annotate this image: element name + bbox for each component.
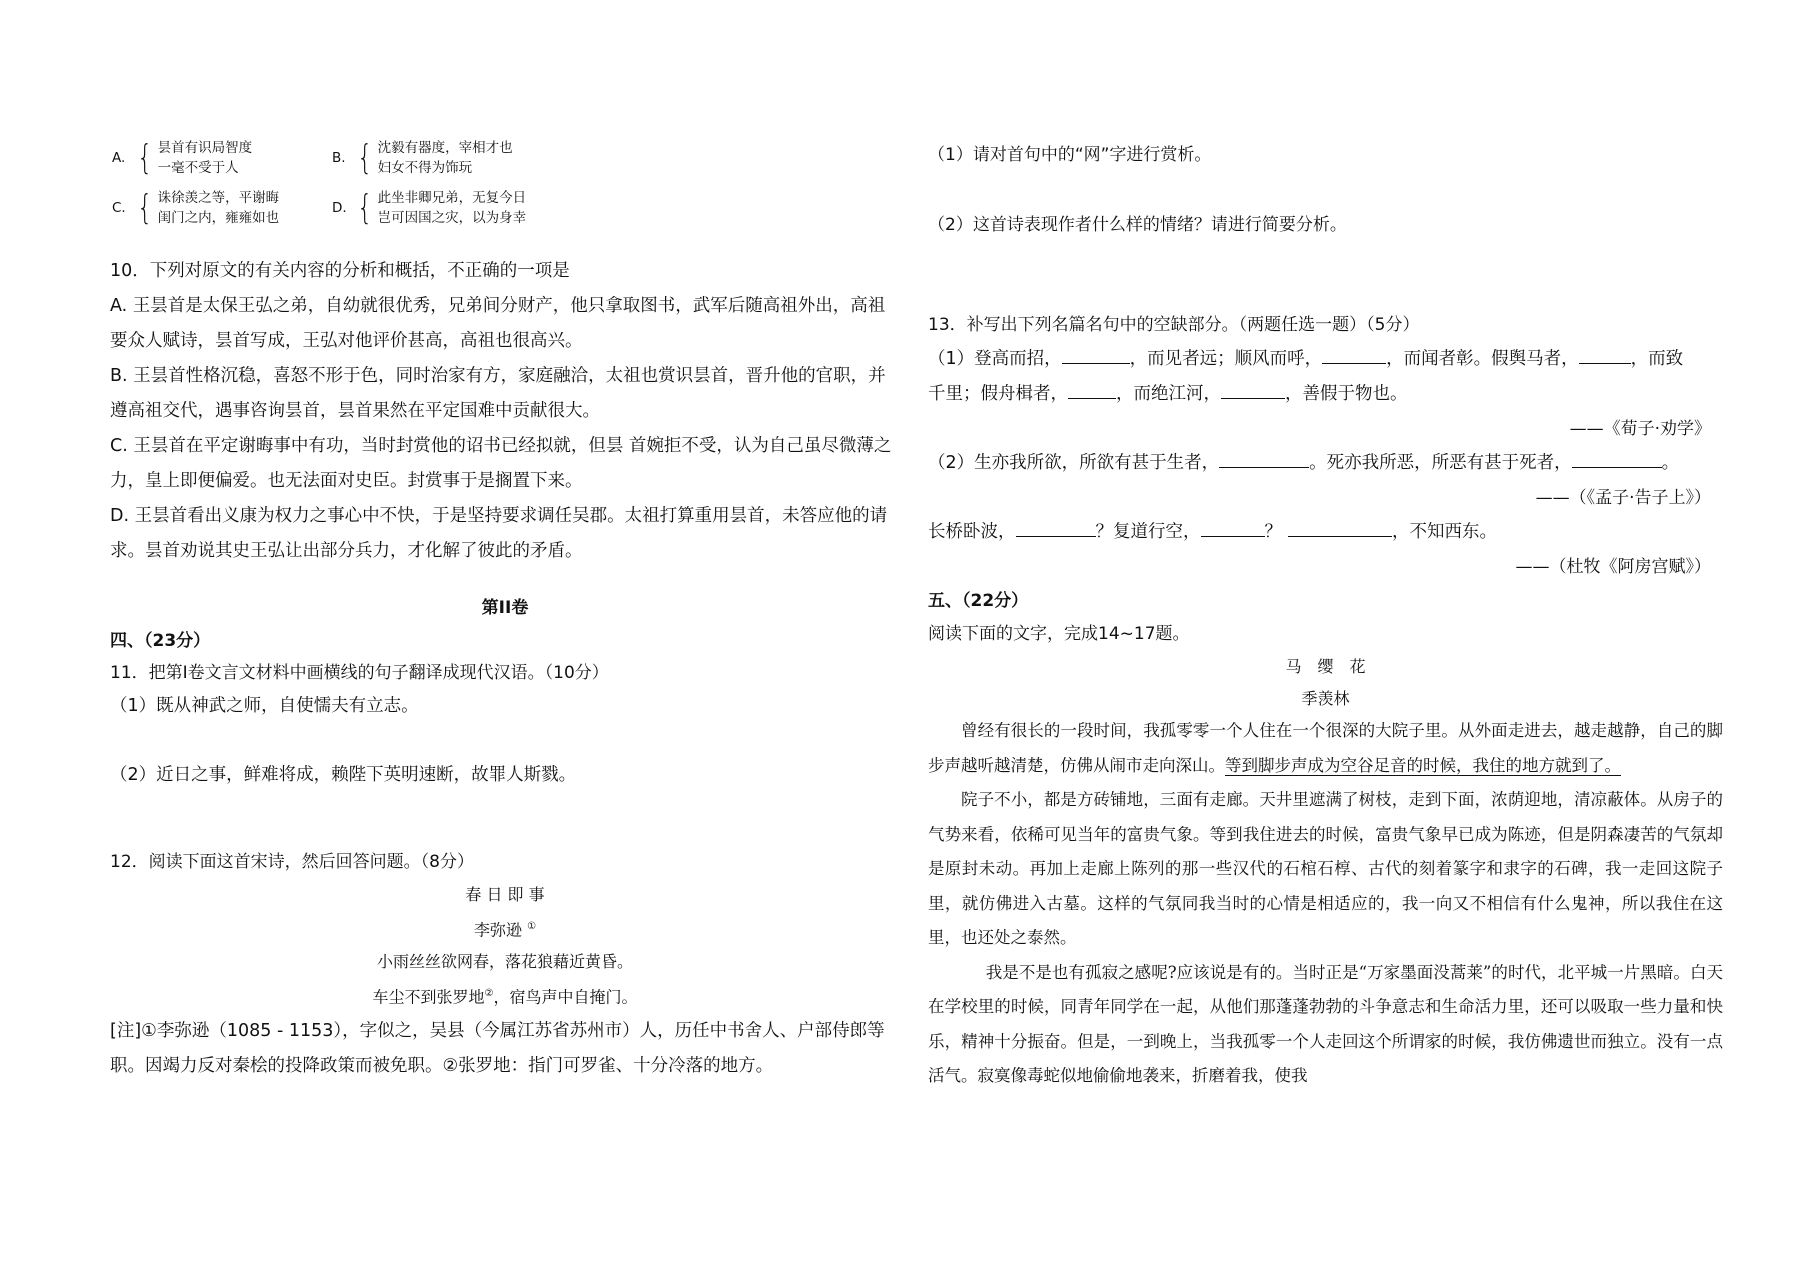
volume-2-title: 第II卷 [481,598,529,618]
q13-2-text: ？ [1264,522,1282,542]
q13-2-text: 。死亦我所恶，所恶有甚于死者， [1309,453,1572,473]
answer-blank[interactable] [1062,345,1130,364]
section-5-intro: 阅读下面的文字，完成14~17题。 [928,624,1190,644]
answer-blank[interactable] [1016,518,1096,537]
answer-blank[interactable] [1579,345,1631,364]
poem-author [110,911,900,946]
q9-option-c [112,188,332,228]
q10-option-b: B. 王昙首性格沉稳，喜怒不形于色，同时治家有方，家庭融洽，太祖也赏识昙首，晋升他的官职，并遵高祖交代，遇事咨询昙首，昙首果然在平定国难中贡献很大。 [110,366,886,421]
q13-1-text: ，而闻者彰。假舆马者， [1386,349,1579,369]
q13-2-source-1: ——（《孟子·告子上》） [1535,488,1711,508]
q13-1-text: ，善假于物也。 [1285,384,1408,404]
answer-blank[interactable] [1221,380,1285,399]
answer-blank[interactable] [1322,345,1386,364]
poem-author-name: 李弥逊 [473,920,522,940]
answer-blank[interactable] [1572,449,1662,468]
q13-2-source-2: ——（杜牧《阿房宫赋》） [1515,557,1711,577]
q12-item-1: （1）请对首句中的“网”字进行赏析。 [928,145,1212,165]
q11-item-1: （1）既从神武之师，自使懦夫有立志。 [110,696,419,716]
q13-1-text: 千里；假舟楫者， [928,384,1068,404]
option-letter: A. [112,150,126,166]
q13-2-text: （2）生亦我所欲，所欲有甚于生者， [928,453,1220,473]
poem-title: 春 日 即 事 [465,885,545,904]
q13-1-text: （1）登高而招， [928,349,1062,369]
footnote-mark: ① [527,921,537,932]
option-line: 昙首有识局智度 [157,140,253,156]
answer-blank[interactable] [1288,518,1392,537]
q13-stem: 13．补写出下列名篇名句中的空缺部分。（两题任选一题）（5分） [928,315,1420,335]
left-column [110,138,900,1084]
right-column [928,138,1723,1094]
section-5-title: 五、（22分） [928,591,1029,611]
footnote-mark: ② [484,988,494,1000]
q13-2-text: 长桥卧波， [928,522,1016,542]
option-line: 沈毅有器度，宰相才也 [377,140,513,156]
poem-line-2-b: ，宿鸟声中自掩门。 [493,987,638,1007]
answer-blank[interactable] [1219,449,1309,468]
option-line: 岂可因国之灾，以为身幸 [377,210,527,226]
q10-option-a: A. 王昙首是太保王弘之弟，自幼就很优秀，兄弟间分财产，他只拿取图书，武军后随高祖外出，高祖要众人赋诗，昙首写成，王弘对他评价甚高，高祖也很高兴。 [110,296,886,351]
q12-item-2: （2）这首诗表现作者什么样的情绪？请进行简要分析。 [928,215,1347,235]
option-line: 闺门之内，雍雍如也 [157,210,280,226]
story-paragraph-1 [928,714,1723,783]
story-paragraph-2: 院子不小，都是方砖铺地，三面有走廊。天井里遮满了树枝，走到下面，浓荫迎地，清凉蔽体。从房子的气势来看，依稀可见当年的富贵气象。等到我住进去的时候，富贵气象早已成为陈迹，但是阴森凄苦的气氛却是原封未动。再加上走廊上陈列的那一些汉代的石棺石椁、古代的刻着篆字和隶字的石碑，我一走回这院子里，就仿佛进入古墓。这样的气氛同我当时的心情是相适应的，我一向又不相信有什么鬼神，所以我住在这里，也还处之泰然。 [928,790,1723,947]
q9-option-a [112,138,332,178]
answer-blank[interactable] [1068,380,1116,399]
q9-options [112,138,900,228]
q11-stem: 11．把第Ⅰ卷文言文材料中画横线的句子翻译成现代汉语。（10分） [110,663,609,683]
story-paragraph-3: 我是不是也有孤寂之感呢?应该说是有的。当时正是“万家墨面没蒿莱”的时代，北平城一片黑暗。白天在学校里的时候，同青年同学在一起，从他们那蓬蓬勃勃的斗争意志和生命活力里，还可以吸取一些力量和快乐，精神十分振奋。但是，一到晚上，当我孤零一个人走回这个所谓家的时候，我仿佛遗世而独立。没有一点活气。寂寞像毒蛇似地偷偷地袭来，折磨着我，使我 [928,962,1723,1085]
brace-icon: { [357,138,373,178]
q13-1-text: ，而见者远；顺风而呼， [1129,349,1323,369]
brace-icon: { [137,138,153,178]
option-letter: B. [332,150,346,166]
underlined-sentence: 等到脚步声成为空谷足音的时候，我住的地方就到了。 [1225,755,1621,775]
section-4-title: 四、（23分） [110,631,211,651]
option-line: 妇女不得为饰玩 [377,160,473,176]
q13-1-source: ——《荀子·劝学》 [1569,419,1711,439]
poem-line-1: 小雨丝丝欲网春，落花狼藉近黄昏。 [376,952,633,972]
q11-item-2: （2）近日之事，鲜难将成，赖陛下英明速断，故罪人斯戮。 [110,765,577,785]
q10-option-d: D. 王昙首看出义康为权力之事心中不快，于是坚持要求调任吴郡。太祖打算重用昙首，未答应他的请求。昙首劝说其史王弘让出部分兵力，才化解了彼此的矛盾。 [110,506,888,561]
q9-option-d [332,188,552,228]
q13-part-1 [928,342,1723,412]
story-author: 季羡林 [1301,689,1350,708]
q10-stem: 10．下列对原文的有关内容的分析和概括，不正确的一项是 [110,261,570,281]
poem-note: [注]①李弥逊（1085 - 1153），字似之，吴县（今属江苏省苏州市）人，历任中书舍人、户部侍郎等职。因竭力反对秦桧的投降政策而被免职。②张罗地：指门可罗雀、十分冷落的地方。 [110,1020,885,1076]
q13-2-text: ，不知西东。 [1392,522,1497,542]
option-letter: C. [112,200,126,216]
q13-1-text: ，而绝江河， [1116,384,1221,404]
option-line: 此坐非卿兄弟，无复今日 [377,190,527,206]
option-line: 一毫不受于人 [157,160,239,176]
q13-2-text: ？复道行空， [1095,522,1201,542]
option-letter: D. [332,200,347,216]
q10-option-c: C. 王昙首在平定谢晦事中有功，当时封赏他的诏书已经拟就，但昙 首婉拒不受，认为自己虽尽微薄之力，皇上即便偏爱。也无法面对史臣。封赏事于是搁置下来。 [110,436,892,491]
q13-2-text: 。 [1661,453,1680,473]
poem-line-2-a: 车尘不到张罗地 [372,987,485,1007]
q9-option-b [332,138,552,178]
q13-1-text: ，而致 [1630,349,1684,369]
option-line: 诛徐羡之等，平谢晦 [157,190,280,206]
q13-part-2 [928,446,1723,481]
poem-line-2 [110,978,900,1013]
answer-blank[interactable] [1201,518,1265,537]
story-title: 马 缨 花 [1285,657,1366,676]
brace-icon: { [357,188,373,228]
story-text: 曾经有很长的一段时间，我孤零零一个人住在一个很深的大院子里。从外面走进去，越走越静，自己的脚步声越听越清楚，仿佛从闹市走向深山。 [928,721,1723,775]
brace-icon: { [137,188,153,228]
q13-part-2b [928,515,1723,550]
q12-stem: 12．阅读下面这首宋诗，然后回答问题。（8分） [110,852,474,872]
